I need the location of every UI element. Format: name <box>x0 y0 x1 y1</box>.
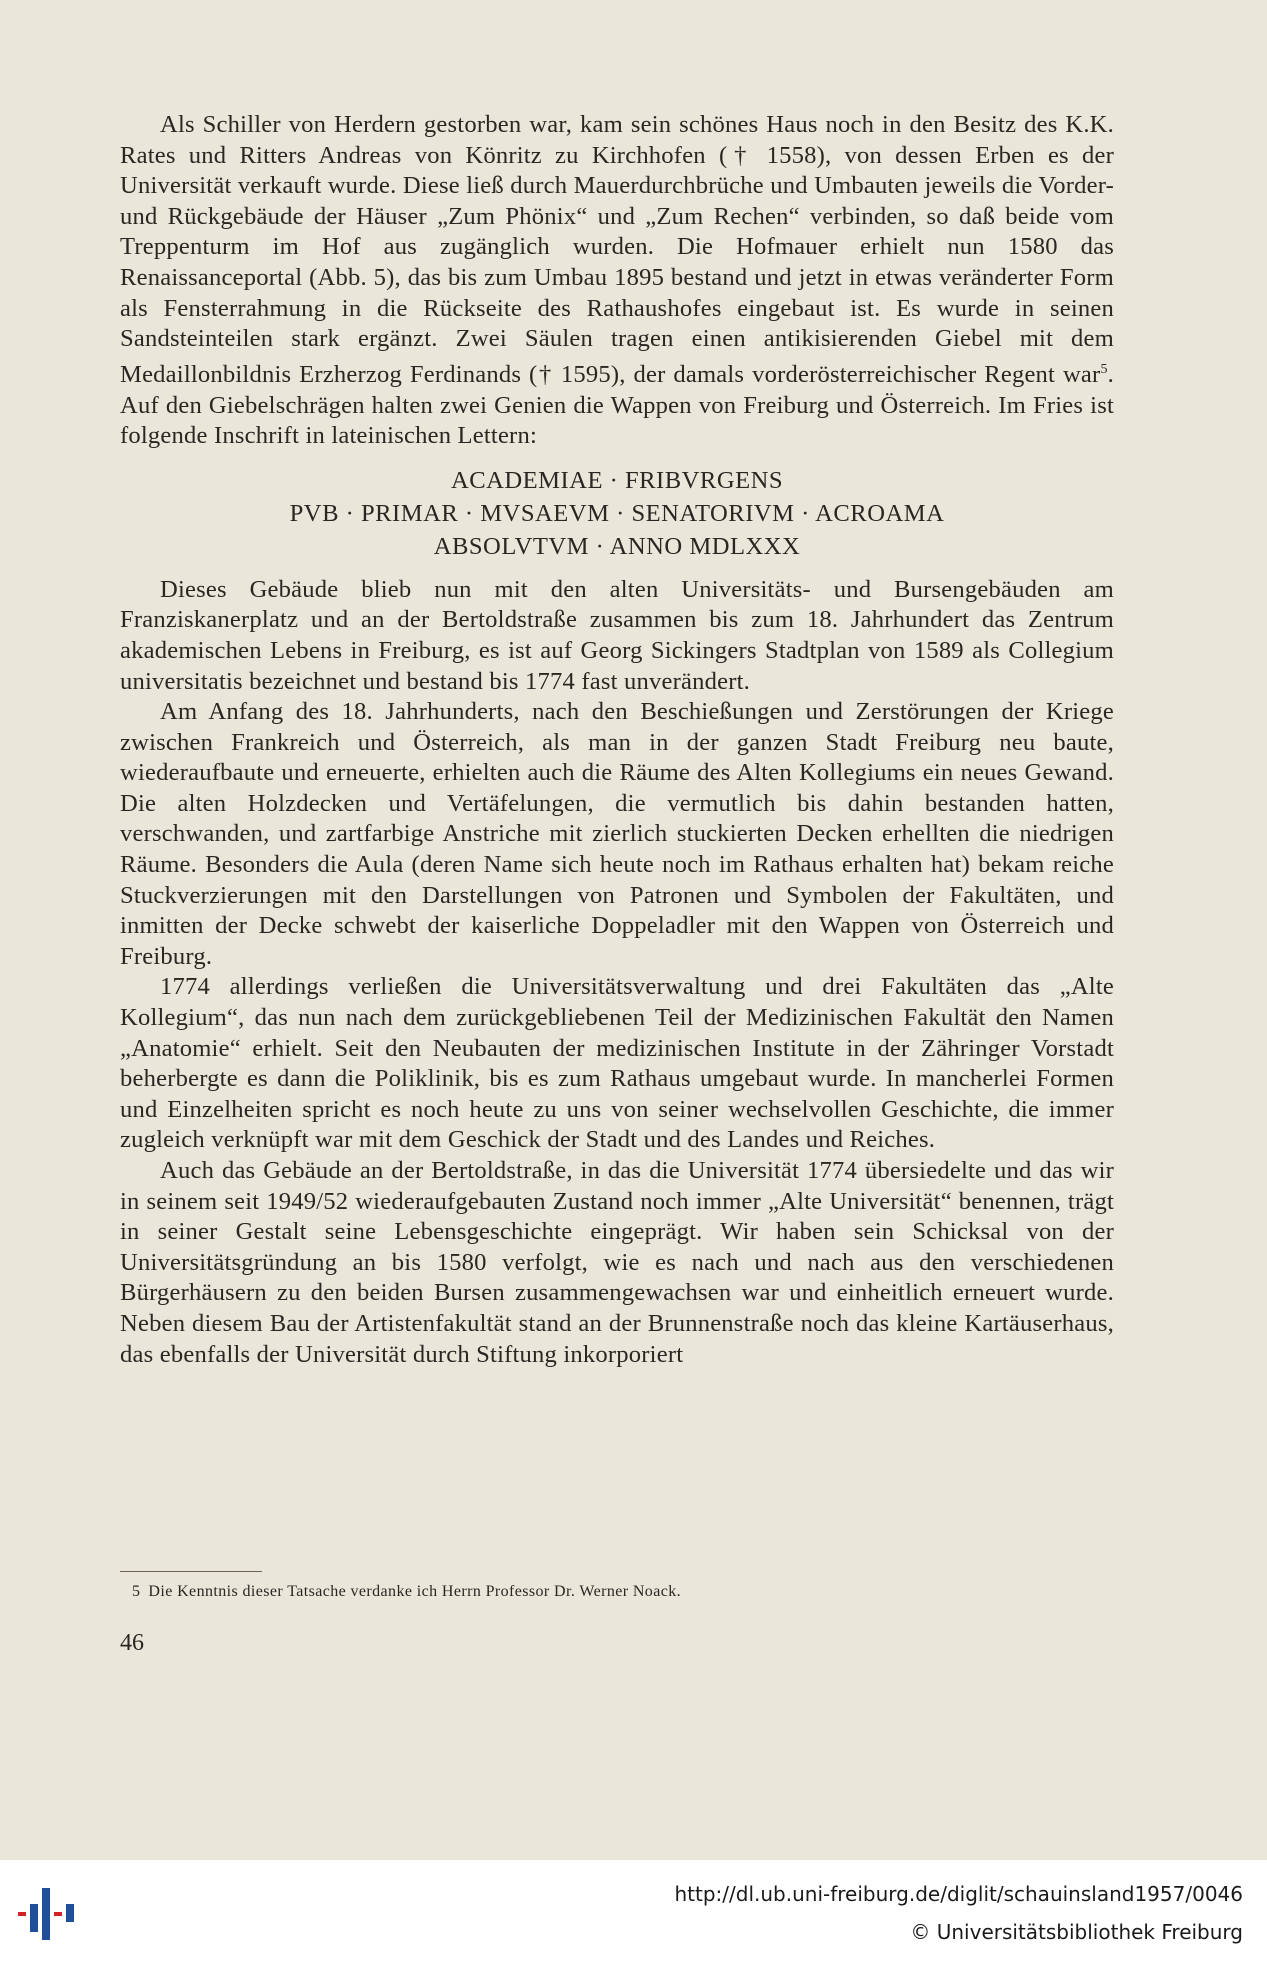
source-url[interactable]: http://dl.ub.uni-freiburg.de/diglit/schauinsland1957/0046 <box>674 1882 1243 1906</box>
footnote-text: Die Kenntnis dieser Tatsache verdanke ich Herrn Professor Dr. Werner Noack. <box>148 1583 682 1600</box>
paragraph-5: Auch das Gebäude an der Bertoldstraße, in das die Universität 1774 übersiedelte und das wir in seinem seit 1949/52 wiederaufgebauten Zustand noch immer „Alte Universität“ benennen, trägt in seiner Gestalt seine Lebensgeschichte eingeprägt. Wir haben sein Schicksal von der Universitätsgründung an bis 1580 verfolgt, wie es nach und nach aus den verschiedenen Bürgerhäusern zu den beiden Bursen zusammengewachsen war und einheitlich erneuert wurde. Neben diesem Bau der Artistenfakultät stand an der Brunnenstraße noch das kleine Kartäuserhaus, das ebenfalls der Universität durch Stiftung inkorporiert <box>120 1157 1114 1368</box>
body-text <box>120 110 1114 1370</box>
inscription-line: PVB · PRIMAR · MVSAEVM · SENATORIVM · ACROAMA <box>289 499 945 527</box>
footnote-divider <box>120 1571 262 1572</box>
paragraph-3: Am Anfang des 18. Jahrhunderts, nach den Beschießungen und Zerstörungen der Kriege zwischen Frankreich und Österreich, als man in der ganzen Stadt Freiburg neu baute, wiederaufbaute und erneuerte, erhielten auch die Räume des Alten Kollegiums ein neues Gewand. Die alten Holzdecken und Vertäfelungen, die vermutlich bis dahin bestanden hatten, verschwanden, und zartfarbige Anstriche mit zierlich stuckierten Decken erhellten die niedrigen Räume. Besonders die Aula (deren Name sich heute noch im Rathaus erhalten hat) bekam reiche Stuckverzierungen mit den Darstellungen von Patronen und Symbolen der Fakultäten, und inmitten der Decke schwebt der kaiserliche Doppeladler mit den Wappen von Österreich und Freiburg. <box>120 698 1114 970</box>
footnote-number: 5 <box>132 1583 141 1600</box>
paragraph-1: Als Schiller von Herdern gestorben war, kam sein schönes Haus noch in den Besitz des K.K. Rates und Ritters Andreas von Könritz zu Kirchhofen († 1558), von dessen Erben es der Universität verkauft wurde. Diese ließ durch Mauerdurchbrüche und Umbauten jeweils die Vorder- und Rückgebäude der Häuser „Zum Phönix“ und „Zum Rechen“ verbinden, so daß beide vom Treppenturm im Hof aus zugänglich wurden. Die Hofmauer erhielt nun 1580 das Renaissanceportal (Abb. 5), das bis zum Umbau 1895 bestand und jetzt in etwas veränderter Form als Fensterrahmung in die Rückseite des Rathaushofes eingebaut ist. Es wurde in seinen Sandsteinteilen stark ergänzt. Zwei Säulen tragen einen antikisierenden Giebel mit dem Medaillonbildnis Erzherzog Ferdinands († 1595), der damals vorderösterreichischer Regent war$^5$. Auf den Giebelschrägen halten zwei Genien die Wappen von Freiburg und Österreich. Im Fries ist folgende Inschrift in lateinischen Lettern: <box>120 111 1114 450</box>
copyright-notice: © Universitätsbibliothek Freiburg <box>910 1920 1243 1944</box>
page-number: 46 <box>120 1630 144 1656</box>
viewer-footer <box>0 1860 1267 1961</box>
inscription-line: ACADEMIAE · FRIBVRGENS <box>450 466 784 494</box>
footnote-reference: 5 <box>1100 361 1108 377</box>
footnote <box>132 1582 1032 1602</box>
paragraph-2: Dieses Gebäude blieb nun mit den alten Universitäts- und Bursengebäuden am Franziskanerplatz und an der Bertoldstraße zusammen bis zum 18. Jahrhundert das Zentrum akademischen Lebens in Freiburg, es ist auf Georg Sickingers Stadtplan von 1589 als Collegium universitatis bezeichnet und bestand bis 1774 fast unverändert. <box>120 575 1114 695</box>
latin-inscription <box>120 464 1114 563</box>
ub-freiburg-logo-icon <box>14 1882 84 1944</box>
paragraph-4: 1774 allerdings verließen die Universitätsverwaltung und drei Fakultäten das „Alte Kollegium“, das nun nach dem zurückgebliebenen Teil der Medizinischen Fakultät den Namen „Anatomie“ erhielt. Seit den Neubauten der medizinischen Institute in der Zähringer Vorstadt beherbergte es dann die Poliklinik, bis es zum Rathaus umgebaut wurde. In mancherlei Formen und Einzelheiten spricht es noch heute zu uns von seiner wechselvollen Geschichte, die immer zugleich verknüpft war mit dem Geschick der Stadt und des Landes und Reiches. <box>120 973 1114 1154</box>
inscription-line: ABSOLVTVM · ANNO MDLXXX <box>433 532 801 560</box>
